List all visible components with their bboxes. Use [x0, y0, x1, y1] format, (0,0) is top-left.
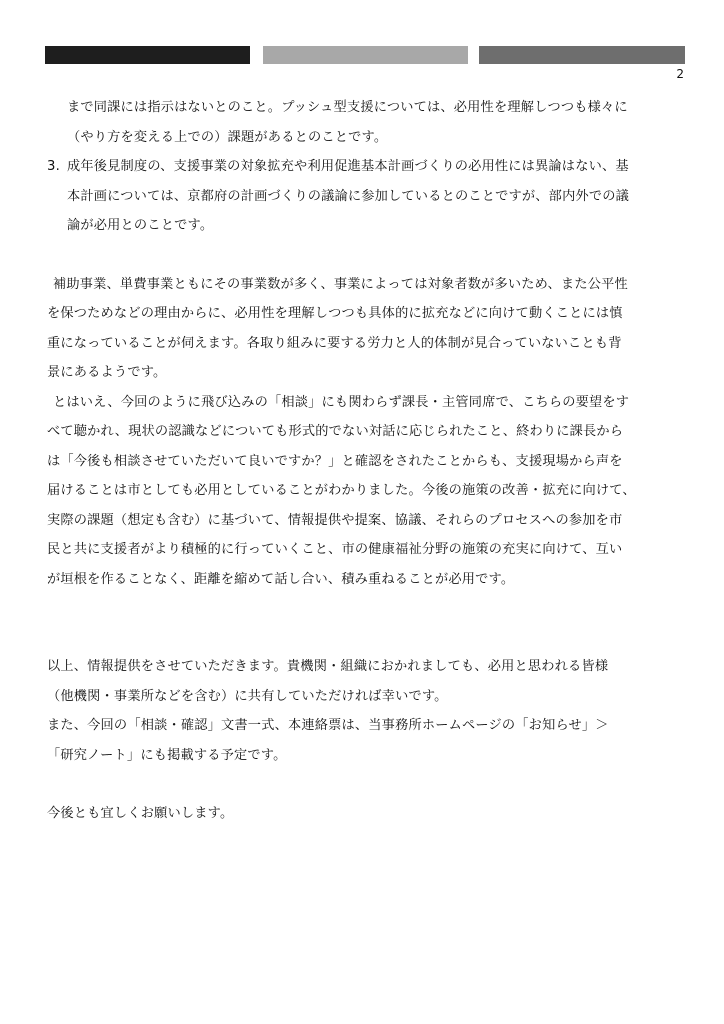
text-line: 実際の課題（想定も含む）に基づいて、情報提供や提案、協議、それらのプロセスへの参加を市 [47, 512, 623, 528]
text-line: 「研究ノート」にも掲載する予定です。 [47, 747, 287, 763]
header-bars [45, 46, 685, 64]
item2-continued [47, 93, 692, 152]
text-line: （やり方を変える上での）課題があるとのことです。 [67, 129, 388, 145]
header-bar-medium [479, 46, 685, 64]
text-line: 成年後見制度の、支援事業の対象拡充や利用促進基本計画づくりの必用性には異論はない、基 [67, 159, 629, 174]
text-line: まで同課には指示はないとのこと。プッシュ型支援については、必用性を理解しつつも様々に [67, 100, 628, 115]
text-line: 本計画については、京都府の計画づくりの議論に参加しているとのことですが、部内外での議 [67, 188, 630, 204]
header-bar-light [263, 46, 468, 64]
page-number: 2 [676, 67, 684, 81]
signoff: 今後とも宜しくお願いします。 [47, 806, 234, 821]
paragraph-1 [47, 270, 692, 388]
text-line: 以上、情報提供をさせていただきます。貴機関・組織におかれましても、必用と思われる皆様 [47, 659, 609, 674]
text-line: また、今回の「相談・確認」文書一式、本連絡票は、当事務所ホームページの「お知らせ」＞ [47, 718, 609, 733]
text-line: は「今後も相談させていただいて良いですか？」と確認をされたことからも、支援現場から声を [47, 453, 623, 469]
text-line: （他機関・事業所などを含む）に共有していただければ幸いです。 [47, 688, 448, 704]
list-item-3 [47, 152, 692, 241]
text-line: べて聴かれ、現状の認識などについても形式的でない対話に応じられたこと、終わりに課長から [47, 424, 624, 439]
text-line: 重になっていることが伺えます。各取り組みに要する労力と人的体制が見合っていないことも背 [47, 335, 622, 351]
text-line: 民と共に支援者がより積極的に行っていくこと、市の健康福祉分野の施策の充実に向けて、互い [47, 542, 623, 557]
text-line: 補助事業、単費事業ともにその事業数が多く、事業によっては対象者数が多いため、また公平性 [53, 276, 628, 292]
list-number: 3. [47, 159, 60, 174]
text-line: 景にあるようです。 [47, 365, 167, 380]
text-line: を保つためなどの理由からに、必用性を理解しつつも具体的に拡充などに向けて動くことには慎 [47, 306, 623, 321]
header-bar-dark [45, 46, 250, 64]
text-line: 届けることは市としても必用としていることがわかりました。今後の施策の改善・拡充に向けて、 [47, 483, 636, 498]
paragraph-2 [47, 388, 692, 595]
text-line: 論が必用とのことです。 [67, 218, 214, 233]
text-line: とはいえ、今回のように飛び込みの「相談」にも関わらず課長・主管同席で、こちらの要望をす [53, 394, 630, 410]
document-body [47, 93, 692, 829]
closing-paragraph [47, 652, 692, 770]
text-line: が垣根を作ることなく、距離を縮めて話し合い、積み重ねることが必用です。 [47, 571, 515, 587]
